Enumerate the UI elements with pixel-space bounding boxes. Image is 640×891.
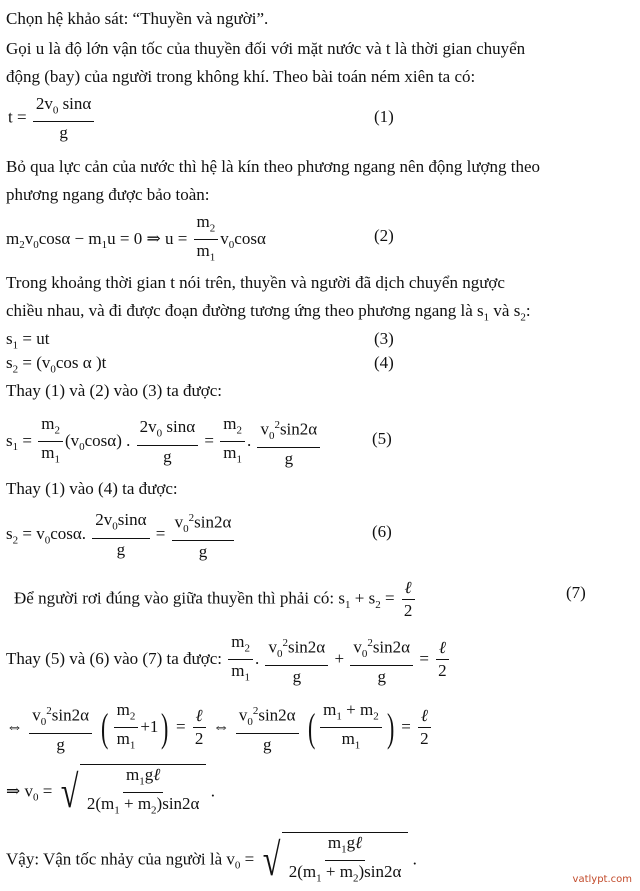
text-line: Trong khoảng thời gian t nói trên, thuyền và người đã dịch chuyển ngược	[6, 273, 505, 292]
text-line: Gọi u là độ lớn vận tốc của thuyền đối với mặt nước và t là thời gian chuyển	[6, 39, 526, 58]
text-line: Bỏ qua lực cản của nước thì hệ là kín theo phương ngang nên động lượng theo	[6, 157, 541, 176]
equation-tag: (2)	[374, 226, 394, 245]
equation-tag: (5)	[372, 429, 392, 448]
equation-3: $s_1$ = ut	[6, 329, 50, 352]
equation-6: $s_2 = v_0\cos\alpha$. $\frac{2v_0\sin\alpha}{g}$ = $\frac{v_0^2\sin 2\alpha}{g}$	[6, 508, 236, 562]
equation-tag: (4)	[374, 353, 394, 372]
text-line: chiều nhau, và đi được đoạn đường tương ứng theo phương ngang là $s_1$ và $s_2$:	[6, 301, 531, 324]
equation-4: $s_2 = (v_0\cos$ α )t	[6, 353, 107, 376]
equivalence-line: ⇔ $\frac{v_0^2\sin 2\alpha}{g}$ ( $\frac{m_2}{m_1}$ +1) = $\frac{\text{ℓ}}{2}$ ⇔ $\frac{v_0^2\sin 2\alpha}{g}$ ( $\frac{m_1 + m_2}{m_1}$ ) = $\frac{\text{ℓ}}{2}$	[6, 700, 434, 756]
equation-tag: (1)	[374, 107, 394, 126]
conclusion-line: Vậy: Vận tốc nhảy của người là $v_0$ = √ $\frac{m_1g\ell}{2(m_1 + m_2)\sin 2\alpha}$ .	[6, 832, 417, 889]
implies-line: ⇒ $v_0$ = √ $\frac{m_1g\ell}{2(m_1 + m_2)\sin 2\alpha}$ .	[6, 764, 215, 821]
text-line: Thay (1) vào (4) ta được:	[6, 479, 178, 498]
text-line: Chọn hệ khảo sát: “Thuyền và người”.	[6, 9, 269, 28]
equation-7: Để người rơi đúng vào giữa thuyền thì phải có: $s_1 + s_2$ = $\frac{\text{ℓ}}{2}$	[14, 578, 417, 621]
watermark: vatlypt.com	[572, 874, 632, 885]
equation-1: t = $\frac{2v_0 \sin\alpha}{g}$	[8, 94, 96, 143]
fraction: $\frac{2v_0 \sin\alpha}{g}$	[33, 94, 95, 143]
text-line: phương ngang được bảo toàn:	[6, 185, 210, 204]
equation-2: $m_2v_0\cos\alpha - m_1u = 0$ ⇒ u = $\frac{m_2}{m_1}$ $v_0\cos\alpha$	[6, 212, 266, 264]
equation-tag: (6)	[372, 522, 392, 541]
equation-tag: (7)	[566, 583, 586, 602]
equation-tag: (3)	[374, 329, 394, 348]
equation-5: $s_1$ = $\frac{m_2}{m_1}$ $(v_0\cos\alpha)$ . $\frac{2v_0 \sin\alpha}{g}$ = $\frac{m_2}{m_1}$ . $\frac{v_0^2\sin 2\alpha}{g}$	[6, 414, 322, 470]
text-line: Thay (1) và (2) vào (3) ta được:	[6, 381, 222, 400]
substitution-line: Thay (5) và (6) vào (7) ta được: $\frac{m_2}{m_1}$ . $\frac{v_0^2\sin 2\alpha}{g}$ + $\frac{v_0^2\sin 2\alpha}{g}$ = $\frac{\text{ℓ}}{2}$	[6, 632, 452, 688]
text-line: động (bay) của người trong không khí. Theo bài toán ném xiên ta có:	[6, 67, 476, 86]
